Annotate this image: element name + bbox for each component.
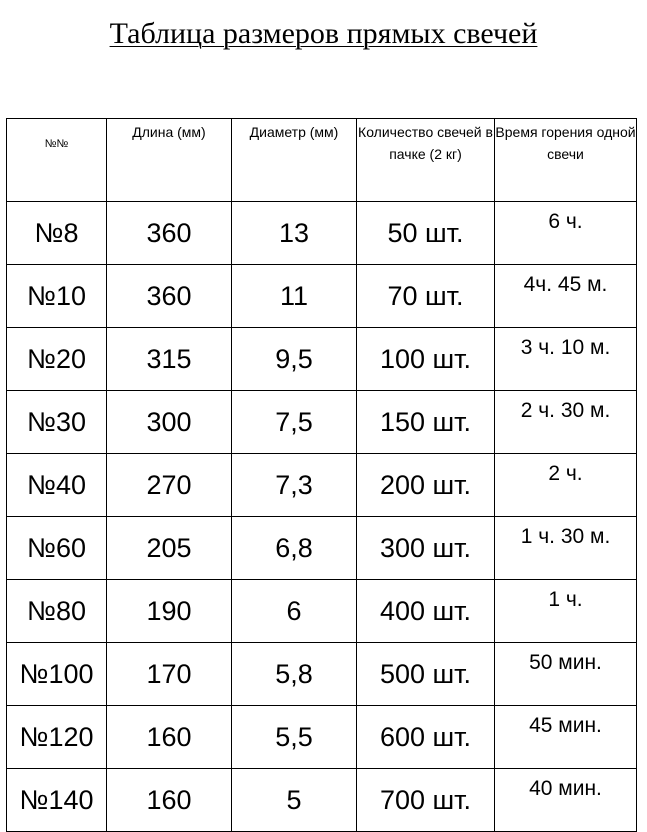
cell-diameter: 7,5 [232, 391, 357, 454]
cell-diameter: 7,3 [232, 454, 357, 517]
cell-length: 360 [107, 265, 232, 328]
header-row [7, 119, 637, 202]
cell-burn-time: 50 мин. [495, 643, 637, 706]
page-title-text: Таблица размеров прямых свечей [109, 17, 538, 50]
cell-number: №120 [7, 706, 107, 769]
cell-number: №100 [7, 643, 107, 706]
cell-count: 200 шт. [357, 454, 495, 517]
table-row [7, 265, 637, 328]
cell-diameter: 13 [232, 202, 357, 265]
header-diameter: Диаметр (мм) [232, 119, 357, 202]
cell-number: №80 [7, 580, 107, 643]
header-number: №№ [7, 119, 107, 202]
cell-length: 300 [107, 391, 232, 454]
cell-length: 160 [107, 706, 232, 769]
cell-burn-time: 1 ч. [495, 580, 637, 643]
cell-burn-time: 3 ч. 10 м. [495, 328, 637, 391]
cell-number: №140 [7, 769, 107, 832]
table-row [7, 706, 637, 769]
cell-burn-time: 45 мин. [495, 706, 637, 769]
cell-count: 300 шт. [357, 517, 495, 580]
cell-diameter: 6 [232, 580, 357, 643]
cell-count: 400 шт. [357, 580, 495, 643]
table-row [7, 580, 637, 643]
cell-number: №40 [7, 454, 107, 517]
cell-length: 190 [107, 580, 232, 643]
cell-burn-time: 1 ч. 30 м. [495, 517, 637, 580]
cell-diameter: 5,8 [232, 643, 357, 706]
cell-diameter: 11 [232, 265, 357, 328]
table-row [7, 517, 637, 580]
table-body [7, 202, 637, 832]
cell-count: 50 шт. [357, 202, 495, 265]
cell-number: №60 [7, 517, 107, 580]
header-count-per-pack: Количество свечей в пачке (2 кг) [357, 119, 495, 202]
cell-length: 170 [107, 643, 232, 706]
cell-diameter: 9,5 [232, 328, 357, 391]
cell-burn-time: 6 ч. [495, 202, 637, 265]
table-row [7, 643, 637, 706]
cell-length: 315 [107, 328, 232, 391]
table-header [7, 119, 637, 202]
cell-diameter: 5,5 [232, 706, 357, 769]
table-row [7, 454, 637, 517]
cell-number: №8 [7, 202, 107, 265]
cell-length: 270 [107, 454, 232, 517]
table-row [7, 328, 637, 391]
cell-count: 500 шт. [357, 643, 495, 706]
cell-count: 70 шт. [357, 265, 495, 328]
cell-burn-time: 4ч. 45 м. [495, 265, 637, 328]
cell-count: 150 шт. [357, 391, 495, 454]
page-title [0, 14, 647, 54]
table-row [7, 202, 637, 265]
cell-number: №20 [7, 328, 107, 391]
header-length: Длина (мм) [107, 119, 232, 202]
cell-length: 205 [107, 517, 232, 580]
cell-number: №30 [7, 391, 107, 454]
header-burn-time: Время горения одной свечи [495, 119, 637, 202]
candle-sizes-table [6, 118, 637, 832]
table-row [7, 391, 637, 454]
cell-diameter: 5 [232, 769, 357, 832]
cell-burn-time: 2 ч. [495, 454, 637, 517]
cell-length: 160 [107, 769, 232, 832]
cell-count: 100 шт. [357, 328, 495, 391]
cell-length: 360 [107, 202, 232, 265]
cell-burn-time: 40 мин. [495, 769, 637, 832]
cell-count: 600 шт. [357, 706, 495, 769]
cell-diameter: 6,8 [232, 517, 357, 580]
cell-number: №10 [7, 265, 107, 328]
cell-count: 700 шт. [357, 769, 495, 832]
table-row [7, 769, 637, 832]
cell-burn-time: 2 ч. 30 м. [495, 391, 637, 454]
